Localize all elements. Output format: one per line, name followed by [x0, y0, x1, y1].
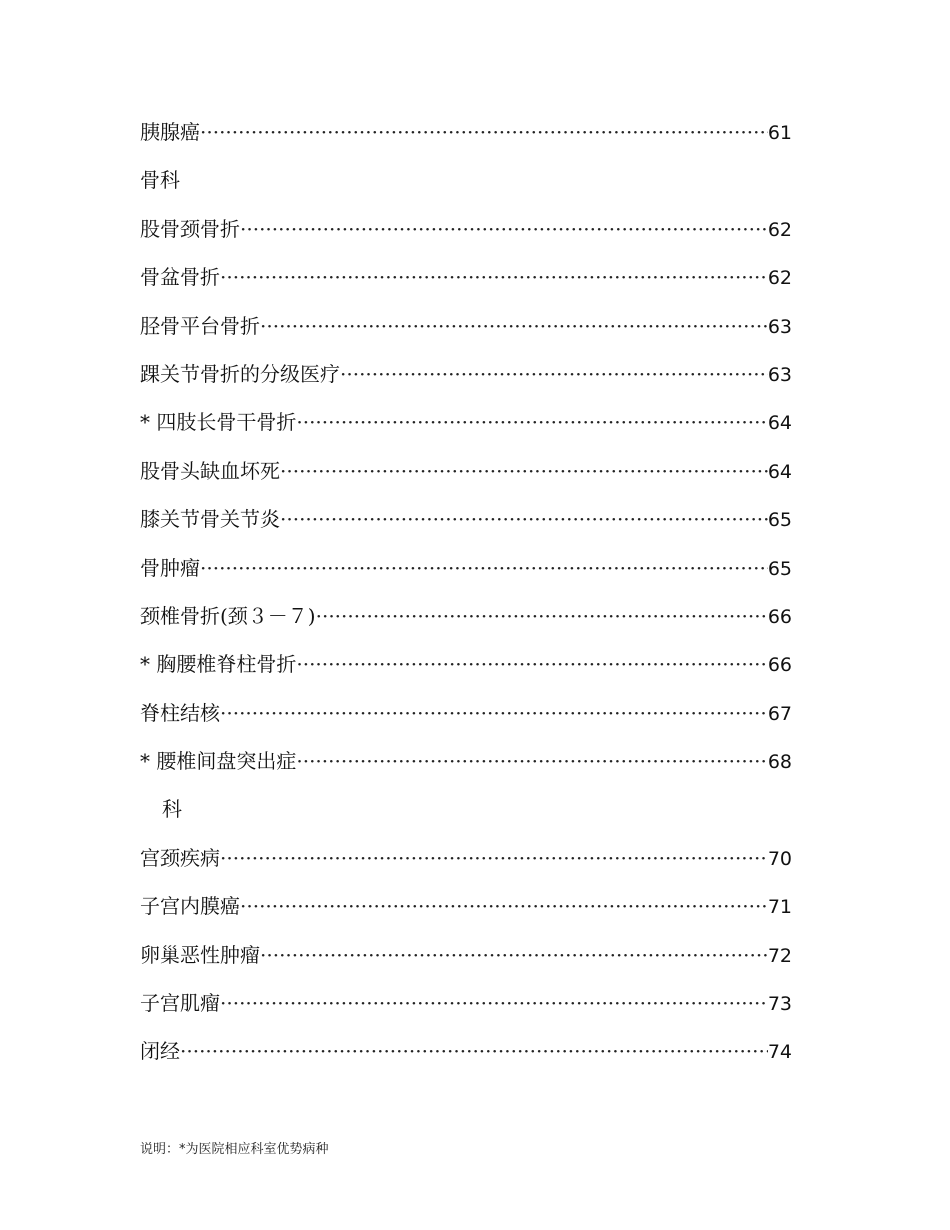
- toc-entry[interactable]: [140, 544, 792, 592]
- toc-entry[interactable]: [140, 834, 792, 882]
- table-of-contents: [140, 108, 792, 1076]
- toc-dot-leader: [340, 350, 768, 398]
- toc-entry-page: 61: [767, 122, 792, 144]
- toc-entry[interactable]: [140, 350, 792, 398]
- toc-entry[interactable]: [140, 931, 792, 979]
- toc-entry[interactable]: [140, 205, 792, 253]
- toc-entry-page: 68: [767, 751, 792, 774]
- toc-entry-title: 股骨颈骨折: [140, 216, 240, 241]
- toc-entry-title: 卵巢恶性肿瘤: [140, 942, 260, 967]
- toc-entry-page: 64: [767, 412, 792, 435]
- toc-dot-leader: [296, 398, 767, 446]
- toc-entry-page: 74: [767, 1041, 792, 1064]
- toc-entry-page: 71: [767, 896, 792, 919]
- toc-entry-title: 子宫内膜癌: [140, 894, 240, 919]
- toc-entry-page: 65: [767, 557, 792, 580]
- toc-entry-page: 64: [767, 460, 792, 483]
- toc-dot-leader: [220, 689, 768, 737]
- toc-entry-page: 65: [767, 509, 792, 532]
- toc-entry-title: 脊柱结核: [140, 700, 220, 725]
- toc-section-heading: 骨科: [140, 168, 180, 193]
- toc-dot-leader: [220, 834, 768, 882]
- toc-entry-page: 70: [767, 847, 792, 870]
- toc-entry-page: 72: [767, 944, 792, 967]
- toc-entry[interactable]: [140, 108, 792, 156]
- toc-entry[interactable]: [140, 1027, 792, 1075]
- toc-dot-leader: [316, 592, 768, 640]
- toc-entry-page: 62: [767, 267, 792, 290]
- toc-entry-title: 骨肿瘤: [140, 555, 200, 580]
- toc-dot-leader: [240, 882, 768, 930]
- toc-entry[interactable]: [140, 737, 792, 785]
- toc-dot-leader: [240, 205, 768, 253]
- toc-entry-title: * 四肢长骨干骨折: [140, 410, 297, 435]
- toc-entry-page: 63: [767, 363, 792, 386]
- toc-entry-title: 宫颈疾病: [140, 845, 220, 870]
- toc-dot-leader: [260, 302, 768, 350]
- toc-entry-title: 胰腺癌: [140, 120, 200, 144]
- toc-entry[interactable]: [140, 398, 792, 446]
- toc-entry-page: 62: [767, 218, 792, 241]
- toc-entry[interactable]: [140, 302, 792, 350]
- toc-dot-leader: [200, 108, 768, 156]
- toc-entry-title: 闭经: [140, 1039, 180, 1064]
- toc-entry[interactable]: [140, 447, 792, 495]
- toc-dot-leader: [220, 253, 768, 301]
- toc-entry-title: 踝关节骨折的分级医疗: [140, 361, 340, 386]
- toc-entry-title: 颈椎骨折(颈３－７): [140, 603, 316, 628]
- toc-entry-page: 66: [767, 654, 792, 677]
- toc-entry-title: 胫骨平台骨折: [140, 313, 260, 338]
- toc-entry-title: 膝关节骨关节炎: [140, 507, 280, 532]
- toc-entry-title: * 腰椎间盘突出症: [140, 749, 297, 774]
- toc-dot-leader: [220, 979, 768, 1027]
- toc-dot-leader: [260, 931, 768, 979]
- toc-section-heading: 科: [162, 797, 182, 822]
- toc-dot-leader: [200, 544, 768, 592]
- toc-dot-leader: [180, 1027, 768, 1075]
- toc-entry-title: 股骨头缺血坏死: [140, 458, 280, 483]
- toc-dot-leader: [296, 640, 767, 688]
- toc-entry-page: 73: [767, 993, 792, 1016]
- toc-entry[interactable]: [140, 495, 792, 543]
- toc-entry-page: 63: [767, 315, 792, 338]
- toc-entry[interactable]: [140, 882, 792, 930]
- footnote: 说明：*为医院相应科室优势病种: [140, 1142, 329, 1157]
- toc-entry-title: 子宫肌瘤: [140, 991, 220, 1016]
- toc-entry[interactable]: [140, 640, 792, 688]
- toc-dot-leader: [280, 495, 768, 543]
- toc-entry-page: 67: [767, 702, 792, 725]
- toc-entry[interactable]: [140, 979, 792, 1027]
- toc-dot-leader: [280, 447, 768, 495]
- toc-entry[interactable]: [140, 689, 792, 737]
- toc-entry-title: * 胸腰椎脊柱骨折: [140, 652, 297, 677]
- toc-entry[interactable]: [140, 592, 792, 640]
- toc-dot-leader: [296, 737, 767, 785]
- toc-entry[interactable]: [140, 253, 792, 301]
- toc-entry-title: 骨盆骨折: [140, 265, 220, 290]
- toc-entry-page: 66: [767, 605, 792, 628]
